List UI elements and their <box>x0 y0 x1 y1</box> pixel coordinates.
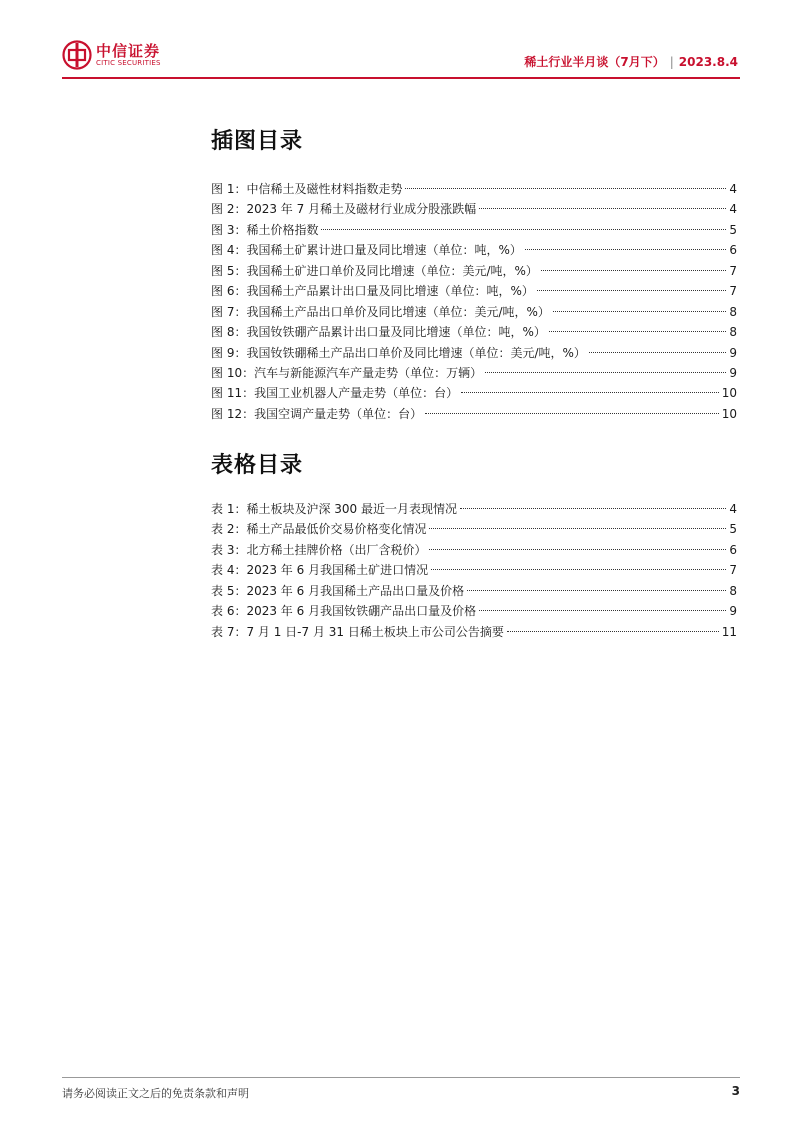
figure-toc-entry[interactable] <box>211 383 737 403</box>
toc-dot-leader <box>429 549 726 550</box>
figures-toc-list <box>211 179 737 424</box>
toc-entry-label: 表 7：7 月 1 日-7 月 31 日稀土板块上市公司公告摘要 <box>211 624 504 639</box>
toc-entry-label: 图 2：2023 年 7 月稀土及磁材行业成分股涨跌幅 <box>211 202 477 217</box>
figure-toc-entry[interactable] <box>211 322 737 342</box>
toc-entry-page: 8 <box>729 325 737 340</box>
toc-entry-page: 10 <box>721 386 737 401</box>
toc-entry-page: 9 <box>729 604 737 619</box>
report-heading <box>524 53 738 70</box>
toc-entry-label: 图 7：我国稀土产品出口单价及同比增速（单位：美元/吨，%） <box>211 304 550 319</box>
figure-toc-entry[interactable] <box>211 363 737 383</box>
report-title: 稀土行业半月谈（7月下） <box>524 55 665 69</box>
toc-dot-leader <box>589 352 726 353</box>
toc-dot-leader <box>461 392 719 393</box>
logo-english-name: CITIC SECURITIES <box>96 58 161 67</box>
toc-dot-leader <box>553 311 726 312</box>
toc-entry-page: 8 <box>729 583 737 598</box>
figure-toc-entry[interactable] <box>211 220 737 240</box>
toc-dot-leader <box>537 290 727 291</box>
citic-logo <box>62 40 161 70</box>
toc-entry-page: 10 <box>721 406 737 421</box>
toc-dot-leader <box>321 229 726 230</box>
toc-entry-page: 7 <box>729 263 737 278</box>
toc-entry-page: 4 <box>729 502 737 516</box>
toc-entry-page: 7 <box>729 284 737 299</box>
figure-toc-entry[interactable] <box>211 240 737 260</box>
figure-toc-entry[interactable] <box>211 179 737 199</box>
tables-toc-list <box>211 499 737 642</box>
footer-divider <box>62 1077 740 1078</box>
table-toc-entry[interactable] <box>211 622 737 642</box>
toc-dot-leader <box>485 372 726 373</box>
toc-entry-label: 图 11：我国工业机器人产量走势（单位：台） <box>211 386 459 401</box>
table-toc-entry[interactable] <box>211 560 737 580</box>
toc-entry-page: 7 <box>729 563 737 578</box>
toc-dot-leader <box>479 610 726 611</box>
toc-entry-page: 11 <box>721 624 737 639</box>
figure-toc-entry[interactable] <box>211 281 737 301</box>
toc-entry-label: 表 3：北方稀土挂牌价格（出厂含税价） <box>211 542 427 557</box>
toc-entry-label: 图 9：我国钕铁硼稀土产品出口单价及同比增速（单位：美元/吨，%） <box>211 345 586 360</box>
toc-entry-page: 5 <box>729 222 737 237</box>
toc-dot-leader <box>549 331 727 332</box>
toc-dot-leader <box>429 528 726 529</box>
toc-entry-label: 图 3：稀土价格指数 <box>211 222 319 237</box>
toc-dot-leader <box>479 208 726 209</box>
figure-toc-entry[interactable] <box>211 343 737 363</box>
tables-section-title: 表格目录 <box>211 453 304 478</box>
toc-entry-page: 6 <box>729 542 737 557</box>
figure-toc-entry[interactable] <box>211 302 737 322</box>
toc-entry-label: 表 1：稀土板块及沪深 300 最近一月表现情况 <box>211 502 457 516</box>
page-number: 3 <box>731 1084 740 1098</box>
toc-entry-page: 9 <box>729 345 737 360</box>
figure-toc-entry[interactable] <box>211 404 737 424</box>
figure-toc-entry[interactable] <box>211 199 737 219</box>
toc-entry-label: 图 10：汽车与新能源汽车产量走势（单位：万辆） <box>211 365 483 380</box>
header-separator: | <box>669 55 674 69</box>
toc-entry-label: 表 2：稀土产品最低价交易价格变化情况 <box>211 522 427 537</box>
header-divider <box>62 77 740 79</box>
citic-logo-icon <box>62 40 92 70</box>
table-toc-entry[interactable] <box>211 499 737 519</box>
page-header <box>62 38 740 78</box>
toc-entry-page: 9 <box>729 365 737 380</box>
toc-entry-page: 4 <box>729 182 737 196</box>
toc-dot-leader <box>460 508 726 509</box>
table-toc-entry[interactable] <box>211 581 737 601</box>
toc-dot-leader <box>467 590 726 591</box>
toc-dot-leader <box>507 631 719 632</box>
toc-entry-label: 图 5：我国稀土矿进口单价及同比增速（单位：美元/吨，%） <box>211 263 538 278</box>
toc-entry-label: 表 6：2023 年 6 月我国钕铁硼产品出口量及价格 <box>211 604 477 619</box>
table-toc-entry[interactable] <box>211 519 737 539</box>
toc-dot-leader <box>525 249 727 250</box>
footer-disclaimer: 请务必阅读正文之后的免责条款和声明 <box>62 1087 249 1100</box>
toc-entry-label: 图 1：中信稀土及磁性材料指数走势 <box>211 182 403 196</box>
toc-entry-page: 4 <box>729 202 737 217</box>
toc-dot-leader <box>425 413 719 414</box>
toc-entry-label: 图 8：我国钕铁硼产品累计出口量及同比增速（单位：吨，%） <box>211 325 546 340</box>
toc-entry-page: 5 <box>729 522 737 537</box>
toc-entry-label: 图 4：我国稀土矿累计进口量及同比增速（单位：吨，%） <box>211 243 522 258</box>
report-date: 2023.8.4 <box>678 55 738 69</box>
toc-entry-label: 图 6：我国稀土产品累计出口量及同比增速（单位：吨，%） <box>211 284 534 299</box>
figure-toc-entry[interactable] <box>211 261 737 281</box>
toc-entry-label: 图 12：我国空调产量走势（单位：台） <box>211 406 423 421</box>
table-toc-entry[interactable] <box>211 540 737 560</box>
toc-dot-leader <box>431 569 726 570</box>
toc-entry-page: 8 <box>729 304 737 319</box>
table-toc-entry[interactable] <box>211 601 737 621</box>
toc-dot-leader <box>541 270 726 271</box>
toc-dot-leader <box>405 188 726 189</box>
toc-entry-label: 表 5：2023 年 6 月我国稀土产品出口量及价格 <box>211 583 465 598</box>
toc-entry-page: 6 <box>729 243 737 258</box>
figures-section-title: 插图目录 <box>211 129 304 154</box>
logo-chinese-name: 中信证券 <box>96 41 161 60</box>
toc-entry-label: 表 4：2023 年 6 月我国稀土矿进口情况 <box>211 563 429 578</box>
